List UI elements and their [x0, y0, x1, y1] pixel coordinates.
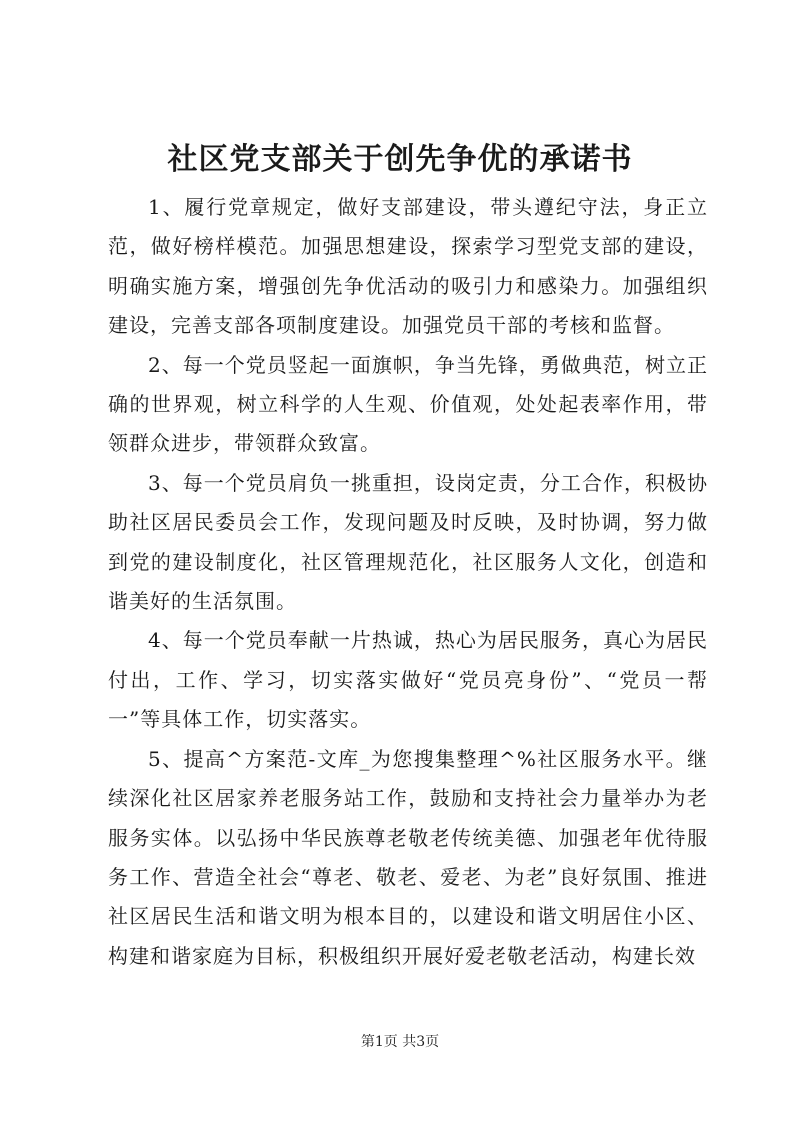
- paragraph-5: 5、提高^方案范-文库_为您搜集整理^%社区服务水平。继续深化社区居家养老服务站工作，鼓励和支持社会力量举办为老服务实体。以弘扬中华民族尊老敬老传统美德、加强老年优待服务工作、营造全社会“尊老、敬老、爱老、为老”良好氛围、推进社区居民生活和谐文明为根本目的，以建设和谐文明居住小区、构建和谐家庭为目标，积极组织开展好爱老敬老活动，构建长效: [108, 746, 708, 968]
- document-title: 社区党支部关于创先争优的承诺书: [167, 142, 633, 177]
- paragraph-3: 3、每一个党员肩负一挑重担，设岗定责，分工合作，积极协助社区居民委员会工作，发现问题及时反映，及时协调，努力做到党的建设制度化，社区管理规范化，社区服务人文化，创造和谐美好的生活氛围。: [108, 470, 708, 614]
- paragraph-4: 4、每一个党员奉献一片热诚，热心为居民服务，真心为居民付出，工作、学习，切实落实做好“党员亮身份”、“党员一帮一”等具体工作，切实落实。: [108, 628, 708, 732]
- page-footer: 第1页 共3页: [360, 1034, 440, 1050]
- document-body: [108, 188, 708, 976]
- paragraph-2: 2、每一个党员竖起一面旗帜，争当先锋，勇做典范，树立正确的世界观，树立科学的人生观、价值观，处处起表率作用，带领群众进步，带领群众致富。: [108, 352, 708, 456]
- paragraph-1: 1、履行党章规定，做好支部建设，带头遵纪守法，身正立范，做好榜样模范。加强思想建设，探索学习型党支部的建设，明确实施方案，增强创先争优活动的吸引力和感染力。加强组织建设，完善支部各项制度建设。加强党员干部的考核和监督。: [108, 195, 708, 338]
